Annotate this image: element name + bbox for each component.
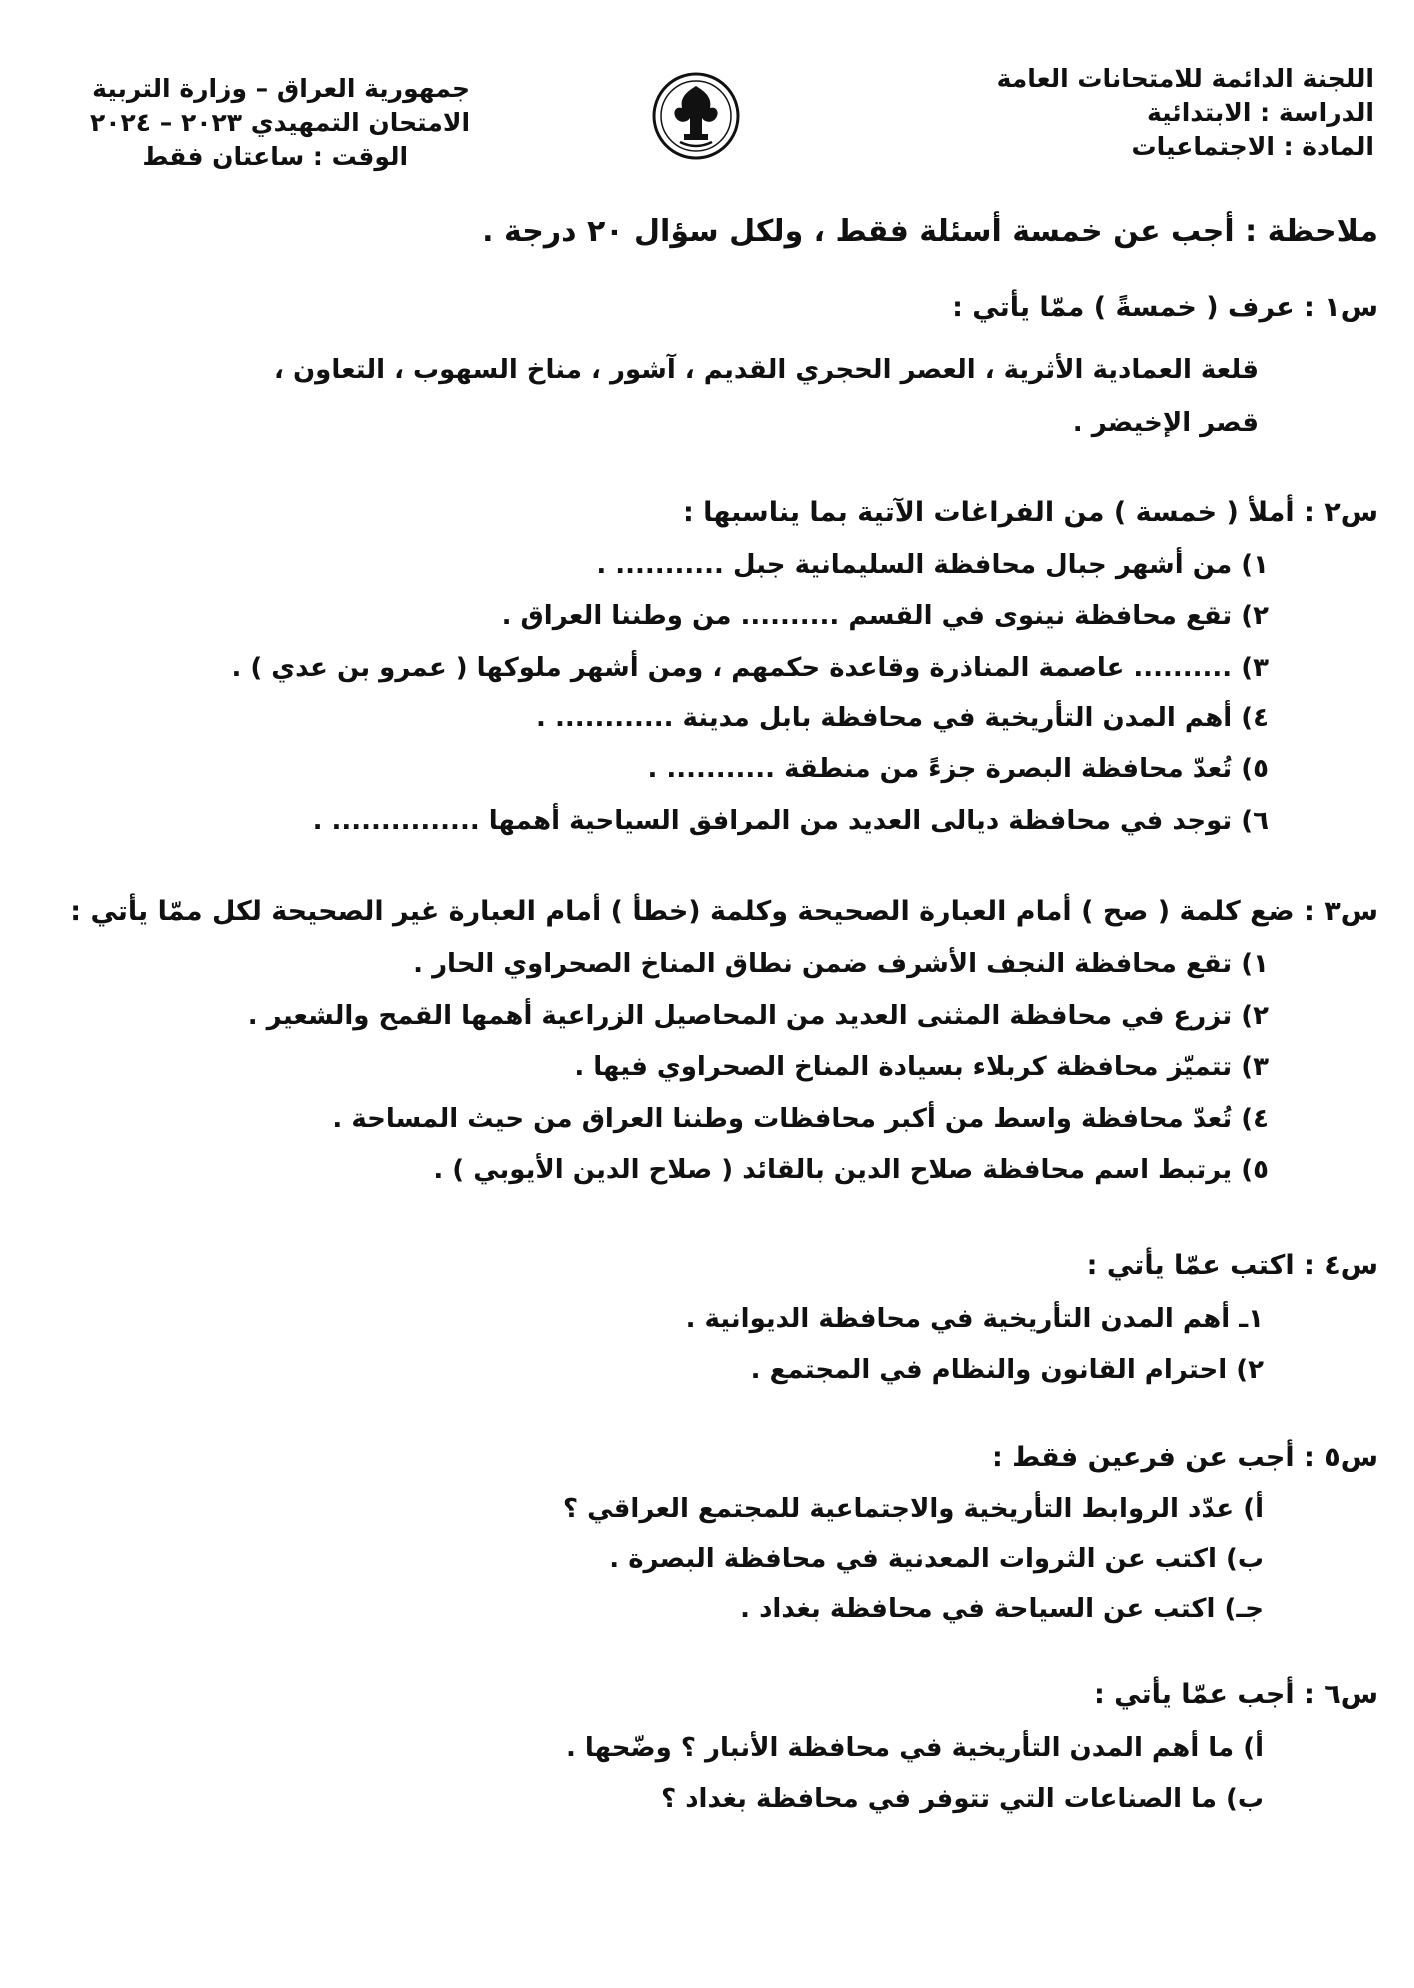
question-2-heading: س٢ : أملأ ( خمسة ) من الفراغات الآتية بما يناسبها : bbox=[682, 497, 1378, 528]
question-1-line-1: قلعة العمادية الأثرية ، العصر الحجري القديم ، آشور ، مناخ السهوب ، التعاون ، bbox=[274, 355, 1259, 385]
question-2-item-5: ٥) تُعدّ محافظة البصرة جزءً من منطقة ........... . bbox=[647, 754, 1269, 784]
question-3-item-1: ١) تقع محافظة النجف الأشرف ضمن نطاق المناخ الصحراوي الحار . bbox=[413, 949, 1269, 979]
exam-title: الامتحان التمهيدي ٢٠٢٣ – ٢٠٢٤ bbox=[90, 108, 471, 137]
question-3-item-3: ٣) تتميّز محافظة كربلاء بسيادة المناخ الصحراوي فيها . bbox=[574, 1052, 1269, 1082]
question-3-item-5: ٥) يرتبط اسم محافظة صلاح الدين بالقائد ( صلاح الدين الأيوبي ) . bbox=[433, 1155, 1269, 1185]
subject-name: المادة : الاجتماعيات bbox=[1131, 132, 1374, 161]
question-5-item-c: جـ) اكتب عن السياحة في محافظة بغداد . bbox=[740, 1594, 1264, 1624]
question-2-item-4: ٤) أهم المدن التأريخية في محافظة بابل مدينة ............ . bbox=[536, 703, 1269, 733]
committee-title: اللجنة الدائمة للامتحانات العامة bbox=[996, 64, 1374, 93]
question-5-heading: س٥ : أجب عن فرعين فقط : bbox=[991, 1442, 1378, 1473]
header-committee-block bbox=[997, 62, 1374, 164]
question-4-item-1: ١ـ أهم المدن التأريخية في محافظة الديوانية . bbox=[685, 1304, 1264, 1334]
question-6-item-b: ب) ما الصناعات التي تتوفر في محافظة بغداد ؟ bbox=[661, 1784, 1264, 1814]
question-1-heading: س١ : عرف ( خمسةً ) ممّا يأتي : bbox=[952, 292, 1378, 323]
study-level: الدراسة : الابتدائية bbox=[1146, 98, 1374, 127]
question-2-item-6: ٦) توجد في محافظة ديالى العديد من المرافق السياحية أهمها ............... . bbox=[312, 806, 1269, 836]
iraq-emblem-icon bbox=[650, 68, 742, 164]
question-1-line-2: قصر الإخيضر . bbox=[1072, 408, 1259, 438]
question-6-heading: س٦ : أجب عمّا يأتي : bbox=[1093, 1679, 1378, 1710]
question-4-item-2: ٢) احترام القانون والنظام في المجتمع . bbox=[750, 1355, 1264, 1385]
header-ministry-block bbox=[90, 72, 470, 174]
question-2-item-3: ٣) .......... عاصمة المناذرة وقاعدة حكمهم ، ومن أشهر ملوكها ( عمرو بن عدي ) . bbox=[231, 653, 1269, 683]
question-6-item-a: أ) ما أهم المدن التأريخية في محافظة الأنبار ؟ وضّحها . bbox=[565, 1733, 1264, 1763]
exam-note: ملاحظة : أجب عن خمسة أسئلة فقط ، ولكل سؤال ٢٠ درجة . bbox=[482, 214, 1378, 249]
question-2-item-2: ٢) تقع محافظة نينوى في القسم .......... من وطننا العراق . bbox=[501, 601, 1269, 631]
question-4-heading: س٤ : اكتب عمّا يأتي : bbox=[1086, 1250, 1378, 1281]
ministry-title: جمهورية العراق – وزارة التربية bbox=[92, 74, 471, 103]
question-2-item-1: ١) من أشهر جبال محافظة السليمانية جبل ........... . bbox=[596, 550, 1269, 580]
question-3-item-4: ٤) تُعدّ محافظة واسط من أكبر محافظات وطننا العراق من حيث المساحة . bbox=[332, 1104, 1269, 1134]
question-5-item-a: أ) عدّد الروابط التأريخية والاجتماعية للمجتمع العراقي ؟ bbox=[562, 1494, 1264, 1524]
question-3-heading: س٣ : ضع كلمة ( صح ) أمام العبارة الصحيحة وكلمة (خطأ ) أمام العبارة غير الصحيحة لكل ممّا يأتي : bbox=[70, 896, 1378, 927]
question-3-item-2: ٢) تزرع في محافظة المثنى العديد من المحاصيل الزراعية أهمها القمح والشعير . bbox=[247, 1001, 1269, 1031]
exam-time: الوقت : ساعتان فقط bbox=[142, 142, 409, 171]
question-5-item-b: ب) اكتب عن الثروات المعدنية في محافظة البصرة . bbox=[609, 1544, 1264, 1574]
